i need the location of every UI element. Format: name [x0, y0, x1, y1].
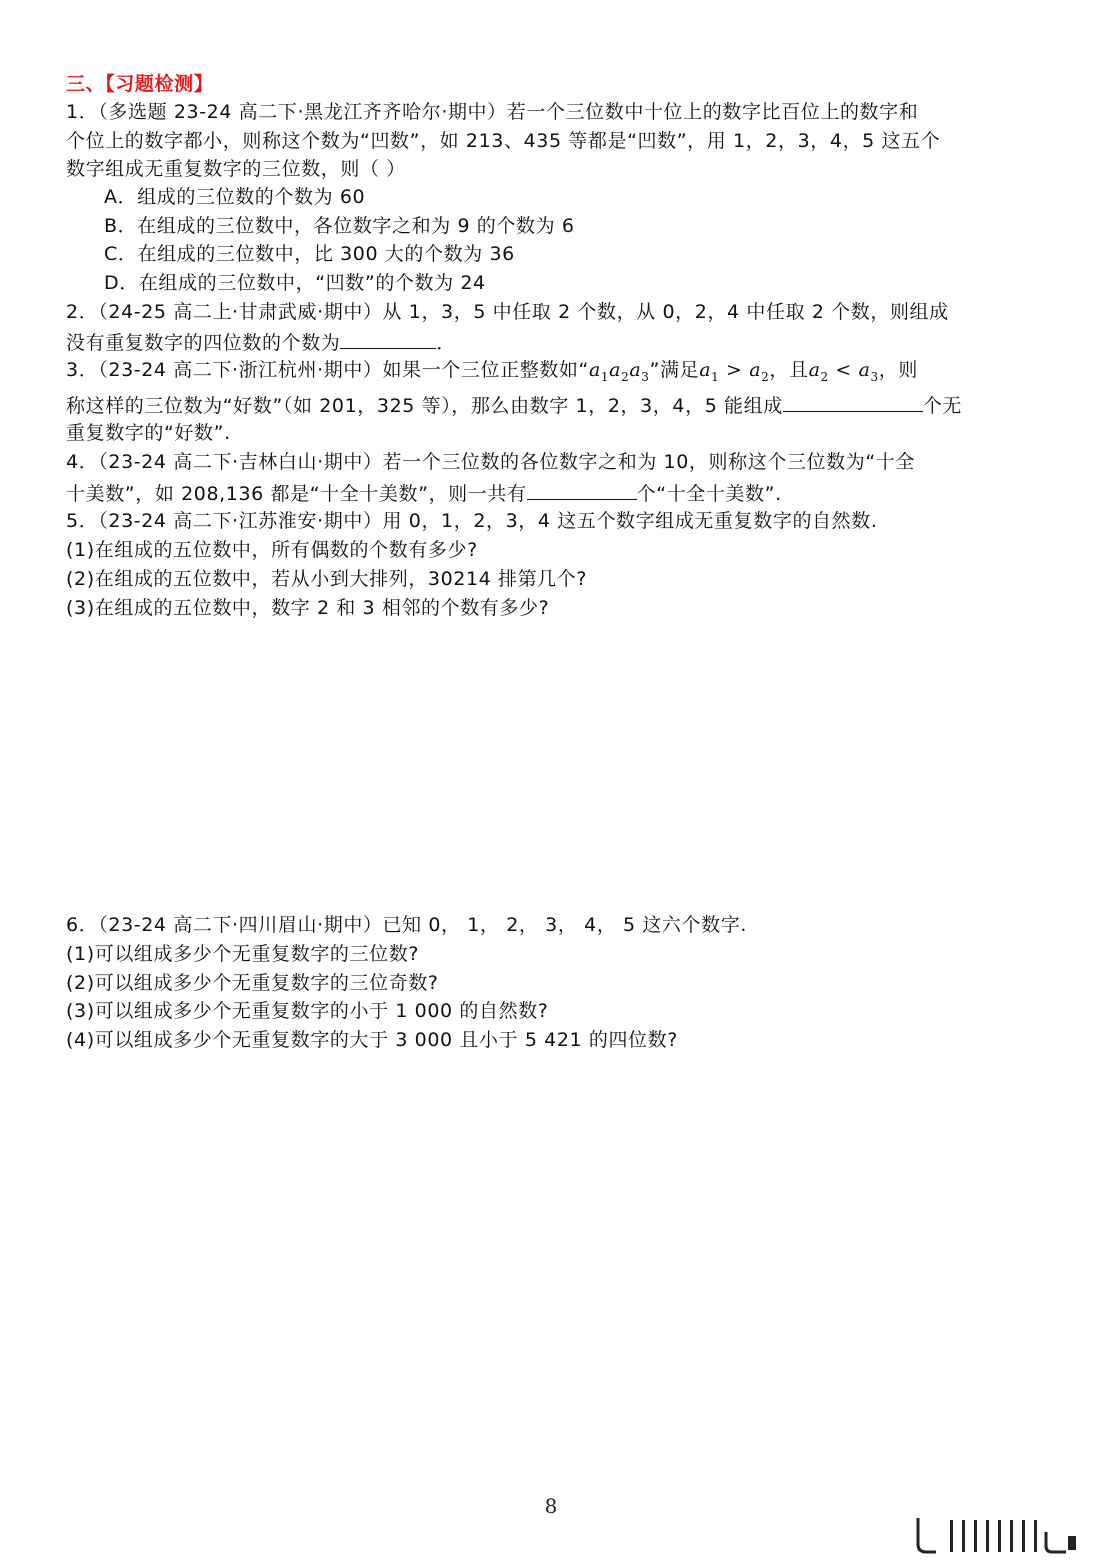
q6-part-4: (4)可以组成多少个无重复数字的大于 3 000 且小于 5 421 的四位数?	[66, 1029, 678, 1051]
q4-line-2-text-a: 十美数”，如 208,136 都是“十全十美数”，则一共有	[66, 483, 527, 505]
q3-line-1-text-b: ”满足	[649, 359, 700, 381]
q6-part-2: (2)可以组成多少个无重复数字的三位奇数?	[66, 972, 439, 994]
q5-part-2: (2)在组成的五位数中，若从小到大排列，30214 排第几个?	[66, 568, 588, 590]
q6-part-1: (1)可以组成多少个无重复数字的三位数?	[66, 943, 419, 965]
answer-blank	[340, 326, 436, 349]
q3-line-1-text-c: ，且	[769, 359, 809, 381]
q1-option-a: A．组成的三位数的个数为 60	[104, 186, 366, 208]
q2-line-1: 2．（24-25 高二上·甘肃武威·期中）从 1，3，5 中任取 2 个数，从 0，2，4 中任取 2 个数，则组成	[66, 301, 949, 323]
watermark-logo	[910, 1512, 1080, 1560]
q5-line-1: 5．（23-24 高二下·江苏淮安·期中）用 0，1，2，3，4 这五个数字组成无重复数字的自然数.	[66, 510, 878, 532]
q4-line-1: 4．（23-24 高二下·吉林白山·期中）若一个三位数的各位数字之和为 10，则称这个三位数为“十全	[66, 451, 915, 473]
q1-option-b: B．在组成的三位数中，各位数字之和为 9 的个数为 6	[104, 215, 575, 237]
q3-math-condition-1: $a_1 > a_2$	[699, 359, 770, 384]
watermark-logo-icon	[910, 1512, 1080, 1560]
answer-blank	[527, 477, 637, 500]
q3-line-1-text-a: 3．（23-24 高二下·浙江杭州·期中）如果一个三位正整数如“	[66, 359, 589, 381]
q5-part-1: (1)在组成的五位数中，所有偶数的个数有多少?	[66, 539, 478, 561]
q4-line-2-text-b: 个“十全十美数”.	[636, 483, 782, 505]
q3-math-digits: $a_1a_2a_3$	[588, 359, 650, 384]
q6-line-1: 6．（23-24 高二下·四川眉山·期中）已知 0， 1， 2， 3， 4， 5 这六个数字.	[66, 914, 747, 936]
q3-line-1-text-d: ，则	[878, 359, 918, 381]
q3-line-3: 重复数字的“好数”.	[66, 422, 231, 444]
q2-line-2-text: 没有重复数字的四位数的个数为	[66, 332, 341, 354]
q1-option-c: C．在组成的三位数中，比 300 大的个数为 36	[104, 243, 515, 265]
q1-option-d: D．在组成的三位数中，“凹数”的个数为 24	[104, 272, 486, 294]
q3-line-1	[66, 356, 1042, 392]
q3-line-2-text-b: 个无	[922, 395, 963, 417]
q1-line-2: 个位上的数字都小，则称这个数为“凹数”，如 213、435 等都是“凹数”，用 1，2，3，4，5 这五个	[66, 130, 941, 152]
answer-blank	[783, 389, 923, 412]
q3-line-2-text-a: 称这样的三位数为“好数”（如 201，325 等），那么由数字 1，2，3，4，5 能组成	[66, 395, 783, 417]
q2-line-2-end: ．	[436, 332, 457, 354]
section-heading: 三、【习题检测】	[66, 73, 214, 95]
q2-line-2	[66, 326, 1042, 358]
q1-line-3: 数字组成无重复数字的三位数，则（ ）	[66, 158, 406, 180]
q3-math-condition-2: $a_2 < a_3$	[808, 359, 879, 384]
q1-line-1: 1．（多选题 23-24 高二下·黑龙江齐齐哈尔·期中）若一个三位数中十位上的数字比百位上的数字和	[66, 101, 919, 123]
page-number: 8	[544, 1494, 558, 1518]
q3-line-2	[66, 389, 1042, 421]
q4-line-2	[66, 477, 1042, 509]
q5-part-3: (3)在组成的五位数中，数字 2 和 3 相邻的个数有多少?	[66, 597, 550, 619]
q6-part-3: (3)可以组成多少个无重复数字的小于 1 000 的自然数?	[66, 1000, 549, 1022]
